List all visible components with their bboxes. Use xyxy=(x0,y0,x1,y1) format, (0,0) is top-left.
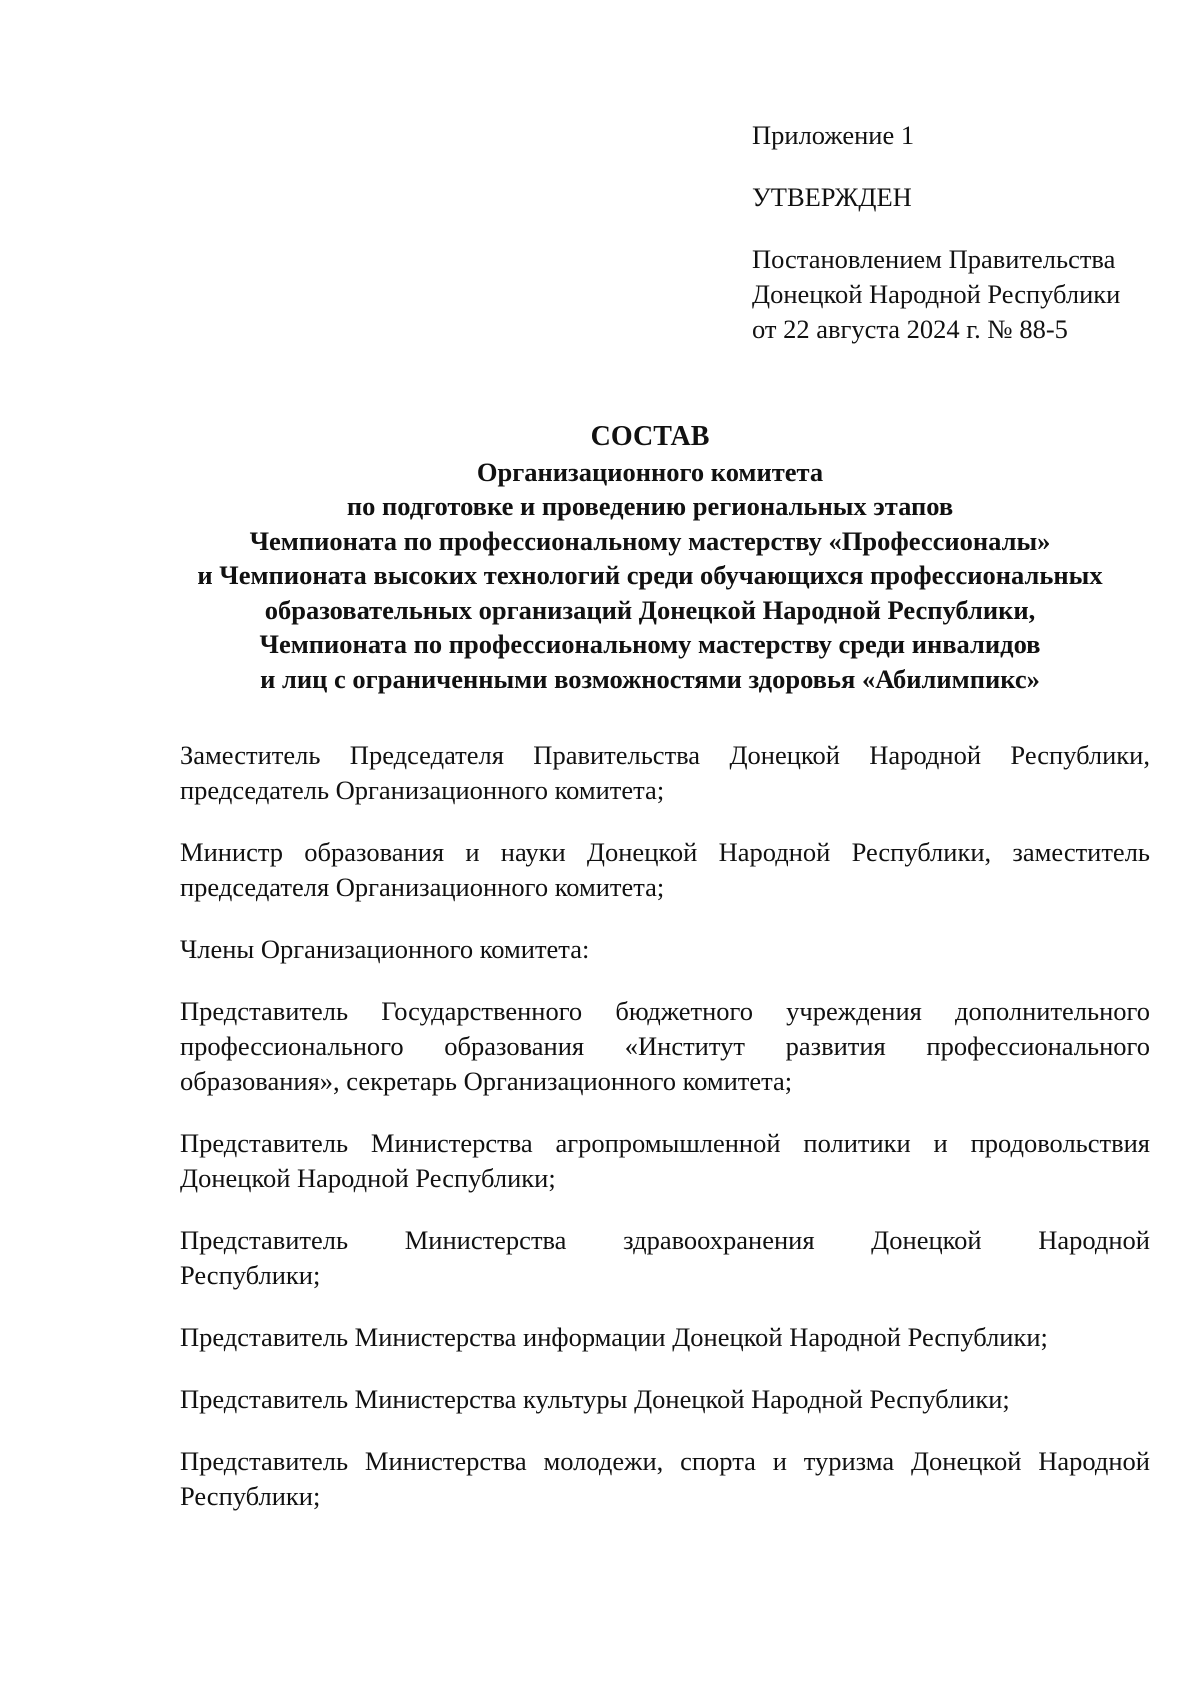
members-list xyxy=(180,738,1150,1541)
member-entry xyxy=(180,1382,1150,1417)
title-heading: СОСТАВ xyxy=(590,421,710,452)
member-text-line: профессионального образования «Институт развития профессионального xyxy=(180,1031,1150,1061)
members-heading xyxy=(180,932,1150,967)
title-line: Чемпионата по профессиональному мастерству «Профессионалы» xyxy=(249,525,1051,556)
member-text-line: Министр образования и науки Донецкой Народной Республики, заместитель xyxy=(180,837,1150,867)
title-line: по подготовке и проведению региональных этапов xyxy=(346,491,954,521)
attachment-label: Приложение 1 xyxy=(752,120,915,150)
member-text-line: Донецкой Народной Республики; xyxy=(180,1163,556,1193)
resolution-line: Постановлением Правительства xyxy=(752,244,1116,274)
member-entry xyxy=(180,835,1150,905)
title-line: и Чемпионата высоких технологий среди обучающихся профессиональных xyxy=(197,560,1103,590)
title-line: Чемпионата по профессиональному мастерству среди инвалидов xyxy=(259,629,1041,659)
title-line: Организационного комитета xyxy=(476,456,824,487)
member-text-line: Представитель Государственного бюджетного учреждения дополнительного xyxy=(180,996,1150,1026)
member-text-line: Заместитель Председателя Правительства Донецкой Народной Республики, xyxy=(180,740,1150,770)
member-text-line: образования», секретарь Организационного комитета; xyxy=(180,1066,793,1096)
member-text-line: Представитель Министерства культуры Донецкой Народной Республики; xyxy=(180,1384,1010,1414)
member-entry xyxy=(180,738,1150,808)
member-entry xyxy=(180,1223,1150,1293)
member-entry xyxy=(180,1444,1150,1514)
title-line: образовательных организаций Донецкой Народной Республики, xyxy=(264,594,1036,625)
member-text-line: Представитель Министерства агропромышленной политики и продовольствия xyxy=(180,1128,1150,1158)
member-entry xyxy=(180,1320,1150,1355)
document-title xyxy=(150,420,1150,696)
title-line: и лиц с ограниченными возможностями здоровья «Абилимпикс» xyxy=(260,663,1040,694)
resolution-date-number: от 22 августа 2024 г. № 88-5 xyxy=(752,314,1068,344)
member-text-line: председатель Организационного комитета; xyxy=(180,775,665,805)
member-text-line: председателя Организационного комитета; xyxy=(180,872,665,902)
member-text-line: Республики; xyxy=(180,1481,321,1511)
member-entry xyxy=(180,994,1150,1099)
resolution-line: Донецкой Народной Республики xyxy=(752,279,1121,309)
member-text-line: Представитель Министерства молодежи, спорта и туризма Донецкой Народной xyxy=(180,1446,1150,1476)
member-text-line: Члены Организационного комитета: xyxy=(180,934,590,964)
member-text-line: Представитель Министерства здравоохранения Донецкой Народной xyxy=(180,1225,1150,1255)
member-text-line: Республики; xyxy=(180,1260,321,1290)
member-entry xyxy=(180,1126,1150,1196)
approval-block xyxy=(752,118,1172,347)
approved-label: УТВЕРЖДЕН xyxy=(752,182,912,212)
member-text-line: Представитель Министерства информации Донецкой Народной Республики; xyxy=(180,1322,1048,1352)
